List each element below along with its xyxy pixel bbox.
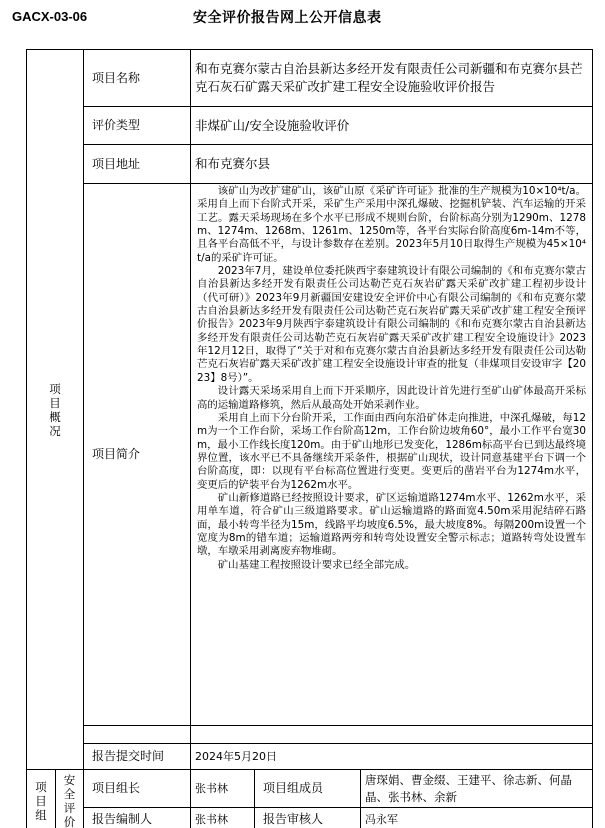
row-team-leader	[27, 770, 593, 808]
address-label: 项目地址	[84, 145, 191, 184]
row-eval-type	[27, 107, 593, 145]
summary-paragraph: 采用自上而下分台阶开采，工作面由西向东沿矿体走向推进，中深孔爆破，每12m为一个工作台阶，采场工作台阶高12m，工作台阶边坡角60°，最小工作平台宽30m，最小工作线长度120m。由于矿山地形已发变化，1286m标高平台已到达最终境界位置，该水平已不具备继续开采条件，根据矿山现状，设计同意基建平台下调一个台阶高度，即：以现有平台标高位置进行变更。变更后的凿岩平台为1274m水平，变更后的铲装平台为1262m水平。	[197, 411, 586, 491]
section-team-sublabel: 安全评价	[56, 770, 84, 828]
leader-value: 张书林	[191, 770, 255, 808]
row-project-name	[27, 50, 593, 107]
project-name-label: 项目名称	[84, 50, 191, 107]
summary-paragraph: 矿山基建工程按照设计要求已经全部完成。	[217, 558, 416, 571]
document-title: 安全评价报告网上公开信息表	[193, 10, 382, 26]
row-submit-time	[27, 744, 593, 770]
summary-label: 项目简介	[84, 184, 191, 726]
submit-time-value: 2024年5月20日	[191, 744, 593, 770]
section-overview-label: 项目概况	[27, 50, 84, 770]
members-label: 项目组成员	[255, 770, 361, 808]
leader-label: 项目组长	[84, 770, 191, 808]
reviewer-label: 报告审核人	[255, 808, 361, 828]
summary-paragraph: 设计露天采场采用自上而下开采顺序，因此设计首先进行至矿山矿体最高开采标高的运输道路修筑，然后从最高处开始采剥作业。	[197, 385, 586, 411]
info-table	[26, 49, 593, 828]
summary-paragraph: 该矿山为改扩建矿山，该矿山原《采矿许可证》批准的生产规模为10×10⁴t/a。采用自上而下台阶式开采，采矿生产采用中深孔爆破、挖掘机铲装、汽车运输的开采工艺。露天采场现场在多个水平已形成不规则台阶，台阶标高分别为1290m、1278m、1274m、1268m、1261m、1250m等，各平台实际台阶高度6m-14m不等，且各平台高低不平，与设计参数存在差别。2023年5月10日取得生产规模为45×10⁴t/a的采矿许可证。	[197, 185, 586, 264]
members-value: 唐琛娟、曹金缀、王建平、徐志新、何晶晶、张书林、余新	[361, 770, 593, 808]
section-team-label: 项目组	[27, 770, 56, 828]
row-summary	[27, 184, 593, 726]
eval-type-label: 评价类型	[84, 107, 191, 145]
project-name-value: 和布克赛尔蒙古自治县新达多经开发有限责任公司新疆和布克赛尔县芒克石灰石矿露天采矿改扩建工程安全设施验收评价报告	[191, 50, 593, 107]
author-value: 张书林	[191, 808, 255, 828]
summary-paragraph: 2023年7月，建设单位委托陕西宇泰建筑设计有限公司编制的《和布克赛尔蒙古自治县新达多经开发有限责任公司达勒芒克石灰岩矿露天采矿改扩建工程初步设计（代可研）》2023年9月新疆国安建设安全评价中心有限公司编制的《和布克赛尔蒙古自治县新达多经开发有限责任公司达勒芒克石灰岩矿露天采矿改扩建工程安全预评价报告》2023年9月陕西宇泰建筑设计有限公司编制的《和布克赛尔蒙古自治县新达多经开发有限责任公司达勒芒克石灰岩矿露天采矿改扩建工程安全设施设计》2023年12月12日，取得了“关于对和布克赛尔蒙古自治县新达多经开发有限责任公司达勒芒克石灰岩矿露天采矿改扩建工程安全设施设计审查的批复（非煤项目安设审字【2023】8号）”。	[197, 265, 586, 384]
row-spacer	[27, 726, 593, 744]
document-code: GACX-03-06	[12, 9, 88, 24]
author-label: 报告编制人	[84, 808, 191, 828]
reviewer-value: 冯永军	[361, 808, 593, 828]
row-address	[27, 145, 593, 184]
row-author	[27, 808, 593, 828]
submit-time-label: 报告提交时间	[84, 744, 191, 770]
summary-body	[191, 184, 593, 726]
address-value: 和布克赛尔县	[191, 145, 593, 184]
summary-paragraph: 矿山新修道路已经按照设计要求，矿区运输道路1274m水平、1262m水平，采用单车道，符合矿山三级道路要求。矿山运输道路的路面宽4.50m采用泥结碎石路面，最小转弯半径为15m，线路平均坡度6.5%，最大坡度8%。每隔200m设置一个宽度为8m的错车道；运输道路两旁和转弯处设置安全警示标志；道路转弯处设置车墩，车墩采用剥离废弃物堆砌。	[197, 491, 586, 558]
eval-type-value: 非煤矿山/安全设施验收评价	[191, 107, 593, 145]
